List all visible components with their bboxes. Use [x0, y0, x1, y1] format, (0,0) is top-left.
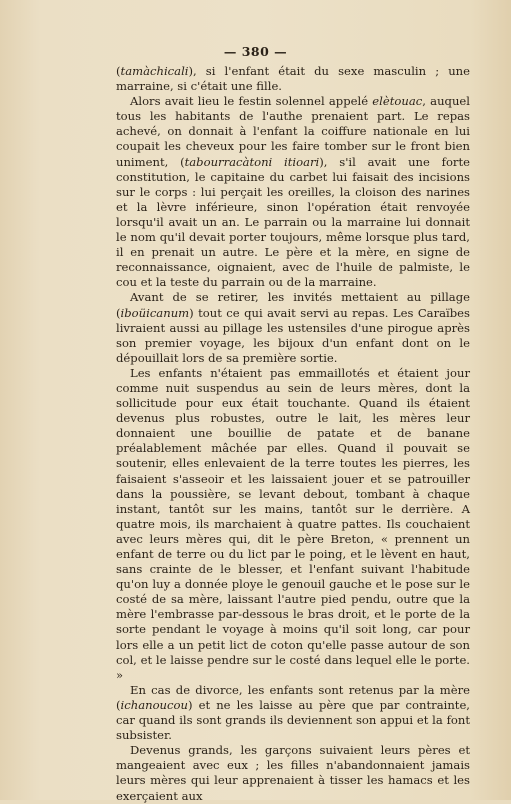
paragraph: En cas de divorce, les enfants sont retenus par la mère (ichanoucou) et ne les laisse au père que par contrainte, car quand ils sont grands ils deviennent son appui et la font subsister.: [116, 682, 470, 743]
page-number: — 380 —: [223, 44, 288, 59]
paragraph: (tamàchicali), si l'enfant était du sexe masculin ; une marraine, si c'était une fille.: [116, 64, 470, 94]
italic-term: elètouac: [372, 94, 423, 109]
italic-term: ichanoucou: [120, 697, 188, 712]
paragraph: Les enfants n'étaient pas emmaillotés et étaient jour comme nuit suspendus au sein de leurs mères, dont la sollicitude pour eux était touchante. Quand ils étaient devenus plus robustes, outre le lait, les mères leur donnaient une bouillie de patate et de banane préalablement mâchée par elles. Quand il pouvait se soutenir, elles enlevaient de la terre toutes les pierres, les faisaient s'asseoir et les laissaient jouer et se patrouiller dans la poussière, se levant debout, tombant à chaque instant, tantôt sur les mains, tantôt sur le derrière. A quatre mois, ils marchaient à quatre pattes. Ils couchaient avec leurs mères qui, dit le père Breton, « prennent un enfant de terre ou du lict par le poing, et le lèvent en haut, sans crainte de le blesser, et l'enfant suivant l'habitude qu'on luy a donnée ploye le genouil gauche et le pose sur le costé de sa mère, laissant l'autre pied pendu, outre que la mère l'embrasse par-dessous le bras droit, et le porte de la sorte pendant le voyage à moins qu'il soit long, car pour lors elle a un petit lict de coton qu'elle passe autour de son col, et le laisse pendre sur le costé dans lequel elle le porte. »: [116, 365, 470, 682]
italic-term: iboüicanum: [120, 305, 190, 320]
italic-term: tamàchicali: [120, 64, 189, 78]
paragraph: Devenus grands, les garçons suivaient leurs pères et mangeaient avec eux ; les filles n'abandonnaient jamais leurs mères qui leur apprenaient à tisser les hamacs et les exerçaient aux: [116, 743, 470, 803]
body-text: [116, 64, 470, 804]
paragraph: Avant de se retirer, les invités mettaient au pillage (iboüicanum) tout ce qui avait servi au repas. Les Caraïbes livraient aussi au pillage les ustensiles d'une pirogue après son premier voyage, les bijoux d'un enfant dont on le dépouillait lors de sa première sortie.: [116, 290, 470, 365]
italic-term: tabourracàtoni itioari: [184, 154, 320, 169]
paragraph: Alors avait lieu le festin solennel appelé elètouac, auquel tous les habitants de l'authe prenaient part. Le repas achevé, on donnait à l'enfant la coiffure nationale en lui coupait les cheveux pour les faire tomber sur le front bien uniment, (tabourracàtoni itioari), s'il avait une forte constitution, le capitaine du carbet lui faisait des incisions sur le corps : lui perçait les oreilles, la cloison des narines et la lèvre inférieure, sinon l'opération était renvoyée lorsqu'il avait un an. Le parrain ou la marraine lui donnait le nom qu'il devait porter toujours, même lorsque plus tard, il en prenait un autre. Le père et la mère, en signe de reconnaissance, oignaient, avec de l'huile de palmiste, le cou et la teste du parrain ou de la marraine.: [116, 94, 470, 290]
